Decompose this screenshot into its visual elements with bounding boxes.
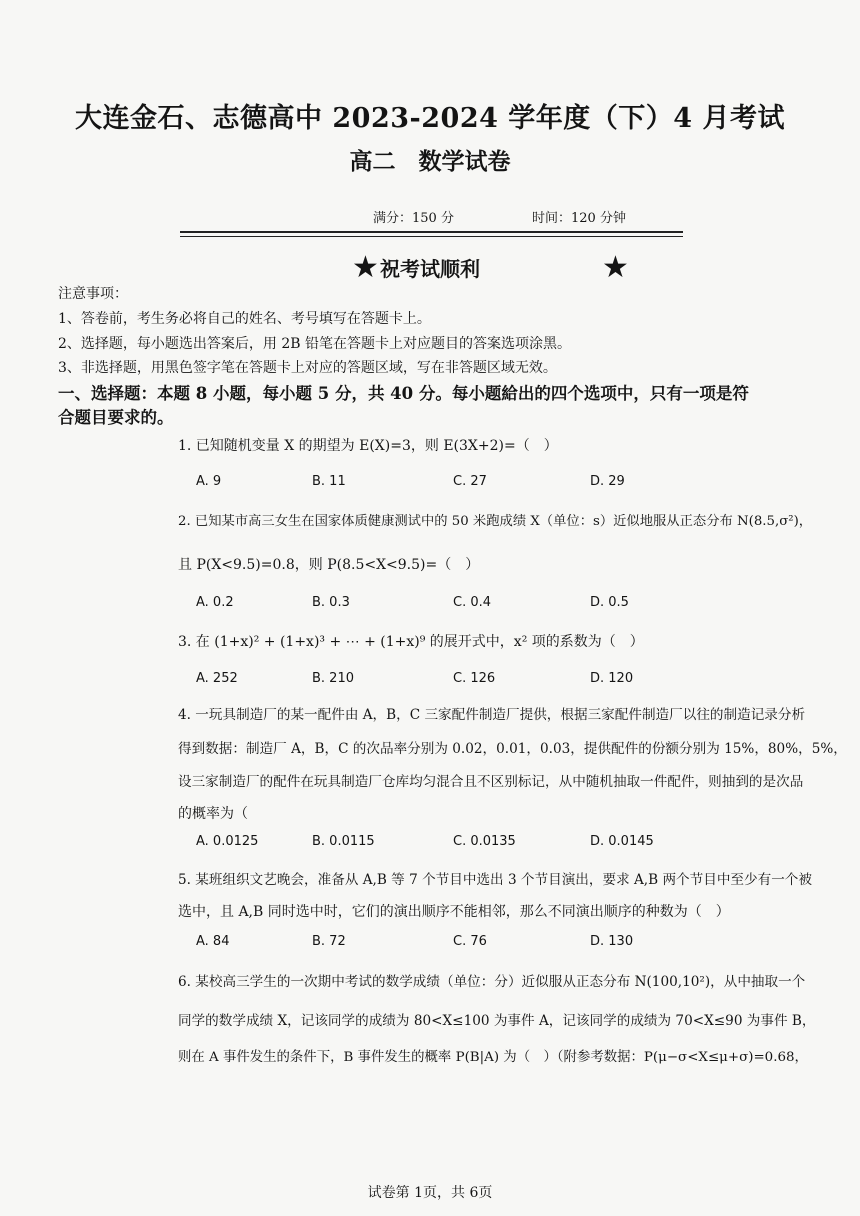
exam-title: 大连金石、志德高中 2023-2024 学年度（下）4 月考试 (75, 103, 785, 134)
question-4-cont: 的概率为（ (178, 806, 248, 822)
option-c: C. 76 (453, 934, 487, 949)
exam-time: 时间：120 分钟 (532, 211, 626, 226)
option-c: C. 0.4 (453, 595, 492, 610)
question-5: 5. 某班组织文艺晚会，准备从 A,B 等 7 个节目中选出 3 个节目演出，要求 A,B 两个节目中至少有一个被 (178, 872, 812, 888)
option-c: C. 126 (453, 671, 496, 686)
star-icon: ★ (352, 250, 379, 285)
option-d: D. 0.0145 (590, 834, 654, 849)
option-c: C. 27 (453, 474, 487, 489)
option-b: B. 0.3 (312, 595, 350, 610)
question-4: 4. 一玩具制造厂的某一配件由 A，B，C 三家配件制造厂提供，根据三家配件制造厂以往的制造记录分析 (178, 707, 806, 723)
question-5-cont: 选中，且 A,B 同时选中时，它们的演出顺序不能相邻，那么不同演出顺序的种数为（ ） (178, 904, 730, 920)
note-item: 3、非选择题，用黑色签字笔在答题卡上对应的答题区域，写在非答题区域无效。 (58, 360, 557, 376)
section-heading: 合题目要求的。 (58, 408, 174, 427)
option-d: D. 120 (590, 671, 634, 686)
notes-heading: 注意事项： (58, 286, 128, 302)
section-heading: 一、选择题：本题 8 小题，每小题 5 分，共 40 分。每小题給出的四个选项中，只有一项是符 (58, 384, 749, 403)
option-b: B. 210 (312, 671, 354, 686)
full-score: 满分：150 分 (373, 211, 454, 226)
option-d: D. 130 (590, 934, 634, 949)
option-d: D. 29 (590, 474, 625, 489)
question-2-cont: 且 P(X<9.5)=0.8，则 P(8.5<X<9.5)=（ ） (178, 557, 480, 573)
option-a: A. 84 (196, 934, 230, 949)
option-b: B. 11 (312, 474, 346, 489)
divider-top (180, 231, 683, 233)
note-item: 2、选择题，每小题选出答案后，用 2B 铅笔在答题卡上对应题目的答案选项涂黑。 (58, 336, 572, 352)
question-1: 1. 已知随机变量 X 的期望为 E(X)=3，则 E(3X+2)=（ ） (178, 438, 558, 454)
option-d: D. 0.5 (590, 595, 629, 610)
question-6-cont: 则在 A 事件发生的条件下，B 事件发生的概率 P(B|A) 为（ ）（附参考数据：P(μ−σ<X≤μ+σ)=0.68， (178, 1050, 808, 1065)
question-2: 2. 已知某市高三女生在国家体质健康测试中的 50 米跑成绩 X（单位：s）近似地服从正态分布 N(8.5,σ²)， (178, 514, 813, 529)
question-6: 6. 某校高三学生的一次期中考试的数学成绩（单位：分）近似服从正态分布 N(100,10²)，从中抽取一个 (178, 974, 806, 990)
blessing-text: 祝考试顺利 (380, 257, 480, 281)
option-a: A. 0.2 (196, 595, 234, 610)
option-b: B. 72 (312, 934, 346, 949)
option-a: A. 252 (196, 671, 238, 686)
question-4-cont: 设三家制造厂的配件在玩具制造厂仓库均匀混合且不区别标记，从中随机抽取一件配件，则抽到的是次品 (178, 774, 804, 790)
option-b: B. 0.0115 (312, 834, 375, 849)
question-4-cont: 得到数据：制造厂 A，B，C 的次品率分别为 0.02，0.01，0.03，提供配件的份额分别为 15%，80%，5%， (178, 741, 847, 757)
question-6-cont: 同学的数学成绩 X，记该同学的成绩为 80<X≤100 为事件 A，记该同学的成绩为 70<X≤90 为事件 B， (178, 1013, 816, 1029)
page-footer: 试卷第 1页，共 6页 (367, 1185, 493, 1201)
divider-bottom (180, 236, 683, 237)
question-3: 3. 在 (1+x)² + (1+x)³ + ⋯ + (1+x)⁹ 的展开式中，x² 项的系数为（ ） (178, 634, 644, 650)
star-icon: ★ (602, 250, 629, 285)
option-c: C. 0.0135 (453, 834, 516, 849)
note-item: 1、答卷前，考生务必将自己的姓名、考号填写在答题卡上。 (58, 311, 431, 327)
exam-subtitle: 高二 数学试卷 (349, 148, 511, 175)
option-a: A. 0.0125 (196, 834, 259, 849)
option-a: A. 9 (196, 474, 222, 489)
